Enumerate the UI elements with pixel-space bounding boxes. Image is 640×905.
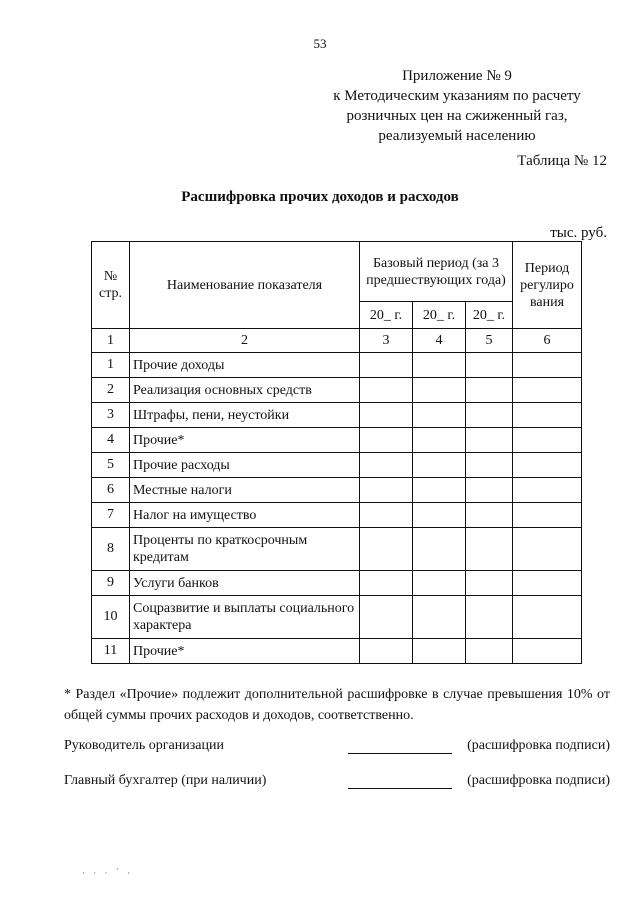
footnote: * Раздел «Прочие» подлежит дополнительной расшифровке в случае превышения 10% от общей суммы прочих расходов и доходов, соответственно.	[64, 687, 610, 723]
value-cell[interactable]	[513, 596, 582, 639]
value-cell[interactable]	[513, 478, 582, 503]
value-cell[interactable]	[466, 403, 513, 428]
row-number: 4	[92, 428, 130, 453]
table-row	[92, 571, 582, 596]
row-number: 2	[92, 378, 130, 403]
column-number: 6	[513, 329, 582, 353]
value-cell[interactable]	[360, 378, 413, 403]
value-cell[interactable]	[360, 353, 413, 378]
table-row	[92, 453, 582, 478]
value-cell[interactable]	[360, 571, 413, 596]
value-cell[interactable]	[360, 428, 413, 453]
value-cell[interactable]	[466, 596, 513, 639]
table-row	[92, 403, 582, 428]
value-cell[interactable]	[513, 571, 582, 596]
row-name: Соцразвитие и выплаты социального характера	[130, 596, 360, 639]
appendix-line: реализуемый населению	[378, 128, 536, 144]
table-row	[92, 503, 582, 528]
table-number: Таблица № 12	[517, 153, 607, 169]
header-year: 20_ г.	[466, 302, 513, 329]
value-cell[interactable]	[466, 353, 513, 378]
appendix-line: к Методическим указаниям по расчету	[333, 88, 581, 104]
row-number: 11	[92, 639, 130, 664]
table-row	[92, 639, 582, 664]
value-cell[interactable]	[466, 428, 513, 453]
column-number: 4	[413, 329, 466, 353]
column-number: 5	[466, 329, 513, 353]
value-cell[interactable]	[513, 403, 582, 428]
row-number: 10	[92, 596, 130, 639]
expenses-table	[91, 241, 582, 664]
value-cell[interactable]	[466, 453, 513, 478]
header-base-period: Базовый период (за 3 предшествующих года)	[360, 242, 513, 302]
header-indicator-name: Наименование показателя	[130, 242, 360, 329]
value-cell[interactable]	[360, 596, 413, 639]
appendix-line: розничных цен на сжиженный газ,	[346, 108, 568, 124]
value-cell[interactable]	[360, 478, 413, 503]
value-cell[interactable]	[413, 403, 466, 428]
row-number: 7	[92, 503, 130, 528]
value-cell[interactable]	[513, 639, 582, 664]
value-cell[interactable]	[513, 453, 582, 478]
table-row	[92, 528, 582, 571]
row-name: Местные налоги	[130, 478, 360, 503]
row-name: Реализация основных средств	[130, 378, 360, 403]
column-number: 1	[92, 329, 130, 353]
row-name: Прочие*	[130, 428, 360, 453]
appendix-header	[307, 66, 607, 146]
value-cell[interactable]	[360, 453, 413, 478]
value-cell[interactable]	[466, 639, 513, 664]
signature-line[interactable]	[348, 753, 452, 754]
signature-role-director: Руководитель организации	[64, 738, 224, 753]
value-cell[interactable]	[360, 503, 413, 528]
row-number: 8	[92, 528, 130, 571]
row-number: 9	[92, 571, 130, 596]
value-cell[interactable]	[466, 503, 513, 528]
document-title: Расшифровка прочих доходов и расходов	[181, 189, 459, 205]
table-row	[92, 353, 582, 378]
value-cell[interactable]	[466, 571, 513, 596]
value-cell[interactable]	[413, 639, 466, 664]
header-year: 20_ г.	[360, 302, 413, 329]
row-name: Прочие доходы	[130, 353, 360, 378]
signature-role-accountant: Главный бухгалтер (при наличии)	[64, 773, 267, 788]
value-cell[interactable]	[413, 453, 466, 478]
value-cell[interactable]	[513, 528, 582, 571]
row-name: Штрафы, пени, неустойки	[130, 403, 360, 428]
appendix-line: Приложение № 9	[402, 68, 512, 84]
value-cell[interactable]	[413, 378, 466, 403]
row-name: Налог на имущество	[130, 503, 360, 528]
value-cell[interactable]	[413, 503, 466, 528]
row-name: Проценты по краткосрочным кредитам	[130, 528, 360, 571]
value-cell[interactable]	[413, 478, 466, 503]
signature-hint: (расшифровка подписи)	[467, 773, 610, 788]
value-cell[interactable]	[360, 403, 413, 428]
table-row	[92, 378, 582, 403]
header-year: 20_ г.	[413, 302, 466, 329]
value-cell[interactable]	[513, 353, 582, 378]
row-number: 6	[92, 478, 130, 503]
column-number: 2	[130, 329, 360, 353]
value-cell[interactable]	[413, 571, 466, 596]
value-cell[interactable]	[360, 528, 413, 571]
value-cell[interactable]	[466, 378, 513, 403]
table-row	[92, 478, 582, 503]
value-cell[interactable]	[513, 428, 582, 453]
value-cell[interactable]	[513, 503, 582, 528]
row-number: 1	[92, 353, 130, 378]
value-cell[interactable]	[513, 378, 582, 403]
value-cell[interactable]	[466, 528, 513, 571]
page-number: 53	[313, 36, 327, 51]
header-regulation-period: Период регулиро вания	[513, 242, 582, 329]
value-cell[interactable]	[466, 478, 513, 503]
row-name: Прочие*	[130, 639, 360, 664]
row-name: Прочие расходы	[130, 453, 360, 478]
row-name: Услуги банков	[130, 571, 360, 596]
row-number: 5	[92, 453, 130, 478]
value-cell[interactable]	[413, 353, 466, 378]
value-cell[interactable]	[413, 528, 466, 571]
row-number: 3	[92, 403, 130, 428]
signature-hint: (расшифровка подписи)	[467, 738, 610, 753]
value-cell[interactable]	[360, 639, 413, 664]
scan-mark: · · · ՝ ·	[82, 868, 134, 878]
units-label: тыс. руб.	[550, 225, 607, 241]
table-row	[92, 428, 582, 453]
column-number: 3	[360, 329, 413, 353]
value-cell[interactable]	[413, 428, 466, 453]
value-cell[interactable]	[413, 596, 466, 639]
table-row	[92, 596, 582, 639]
signature-line[interactable]	[348, 788, 452, 789]
header-row-number: № стр.	[92, 242, 130, 329]
